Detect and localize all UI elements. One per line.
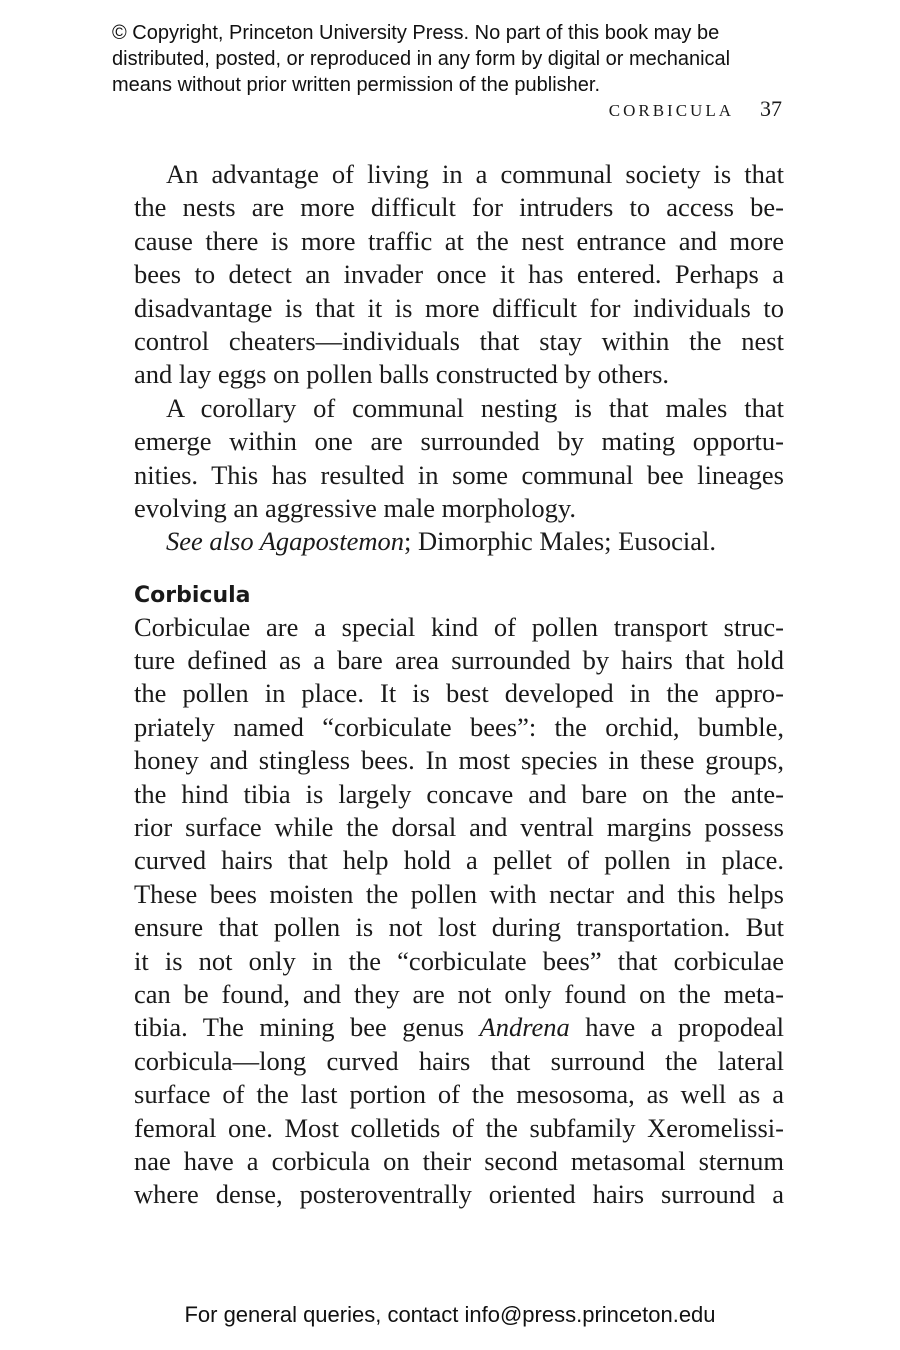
text-line: surface of the last portion of the mesosoma, as well as a [134,1079,784,1110]
text-line: nae have a corbicula on their second metasomal sternum [134,1145,784,1176]
copyright-line: distributed, posted, or reproduced in any form by digital or mechanical [112,48,731,70]
page-number: 37 [760,96,782,121]
andrena-after: have a propodeal [569,1012,784,1043]
copyright-line: means without prior written permission of the publisher. [112,74,601,96]
entry-heading-corbicula: Corbicula [134,582,251,608]
copyright-line: © Copyright, Princeton University Press. No part of this book may be [112,22,720,44]
text-line: evolving an aggressive male morphology. [134,492,577,523]
text-line: control cheaters—individuals that stay within the nest [134,325,784,356]
text-line: ture defined as a bare area surrounded by hairs that hold [134,645,784,676]
text-line: priately named “corbiculate bees”: the orchid, bumble, [134,711,784,742]
text-line: can be found, and they are not only found on the meta- [134,978,784,1009]
text-line: An advantage of living in a communal society is that [166,159,784,189]
copyright-notice [112,20,812,98]
running-head [609,96,782,122]
see-also-prefix: See also [166,526,260,557]
running-head-title: CORBICULA [608,101,734,120]
paragraph-corbicula [134,611,784,1212]
text-line: and lay eggs on pollen balls constructed by others. [134,359,670,390]
text-line: ensure that pollen is not lost during transportation. But [134,912,784,943]
text-line: honey and stingless bees. In most species in these groups, [134,745,784,776]
see-also-link-agapostemon: Agapostemon [259,526,404,557]
text-line: rior surface while the dorsal and ventral margins possess [134,812,784,843]
paragraph-communal-corollary [134,392,784,526]
andrena-before: tibia. The mining bee genus [134,1012,480,1043]
see-also-rest: ; Dimorphic Males; Eusocial. [404,526,717,557]
text-line: cause there is more traffic at the nest entrance and more [134,225,784,256]
text-line: disadvantage is that it is more difficult for individuals to [134,292,784,323]
text-line: A corollary of communal nesting is that males that [166,392,784,423]
see-also-references [134,525,784,558]
text-line: Corbiculae are a special kind of pollen transport struc- [134,611,784,642]
text-line: it is not only in the “corbiculate bees” that corbiculae [134,945,784,976]
genus-andrena: Andrena [479,1012,570,1043]
text-line: corbicula—long curved hairs that surround the lateral [134,1045,784,1076]
text-line: curved hairs that help hold a pellet of pollen in place. [134,845,784,876]
text-line: bees to detect an invader once it has entered. Perhaps a [134,259,784,290]
text-line: nities. This has resulted in some communal bee lineages [134,459,784,490]
text-line: femoral one. Most colletids of the subfamily Xeromelissi- [134,1112,784,1143]
text-line-andrena [134,1011,784,1044]
text-line: the nests are more difficult for intruders to access be- [134,192,784,223]
text-line: emerge within one are surrounded by mating opportu- [134,426,784,457]
footer-contact: For general queries, contact info@press.princeton.edu [184,1302,716,1327]
paragraph-communal-advantage [134,158,784,392]
text-line: where dense, posteroventrally oriented hairs surround a [134,1179,784,1210]
text-line: These bees moisten the pollen with nectar and this helps [134,878,784,909]
body-text [134,158,784,1212]
text-line: the pollen in place. It is best developed in the appro- [134,678,784,709]
text-line: the hind tibia is largely concave and bare on the ante- [134,778,784,809]
